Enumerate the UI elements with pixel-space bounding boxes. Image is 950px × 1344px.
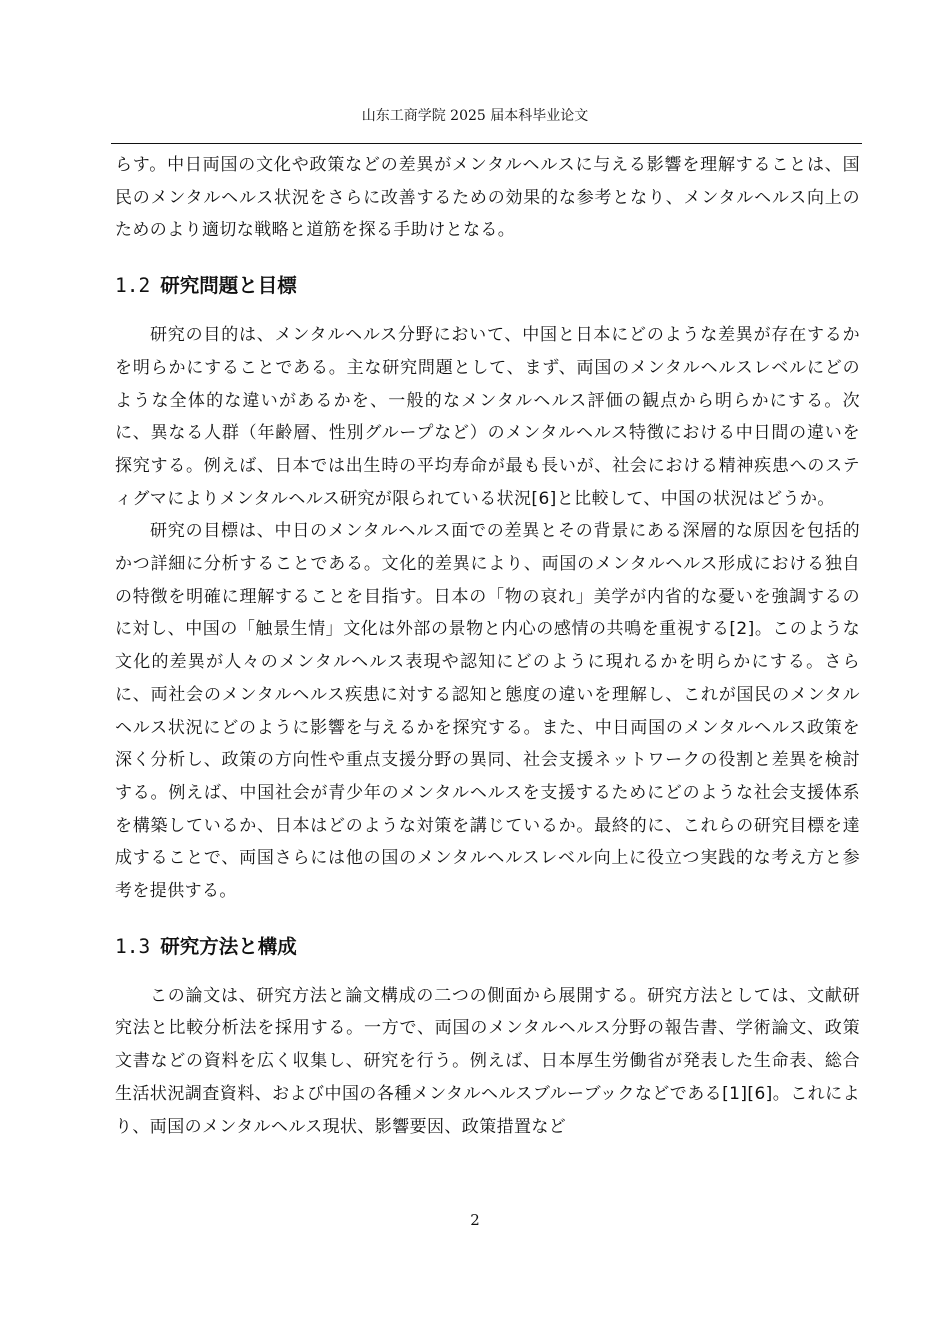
intro-paragraph: らす。中日両国の文化や政策などの差異がメンタルヘルスに与える影響を理解することは、国民のメンタルヘルス状況をさらに改善するための効果的な参考となり、メンタルヘルス向上のためのより適切な戦略と道筋を探る手助けとなる。 bbox=[115, 155, 860, 241]
section-title: 研究問題と目標 bbox=[160, 274, 297, 298]
page-number: 2 bbox=[470, 1211, 480, 1229]
section-heading-1-2 bbox=[115, 269, 860, 303]
body-paragraph: この論文は、研究方法と論文構成の二つの側面から展開する。研究方法としては、文献研究法と比較分析法を採用する。一方で、両国のメンタルヘルス分野の報告書、学術論文、政策文書などの資料を広く収集し、研究を行う。例えば、日本厚生労働省が発表した生命表、総合生活状況調査資料、および中国の各種メンタルヘルスブルーブックなどである[1][6]。これにより、両国のメンタルヘルス現状、影響要因、政策措置など bbox=[115, 985, 860, 1137]
page-header: 山东工商学院 2025 届本科毕业论文 bbox=[361, 108, 589, 124]
header-divider bbox=[111, 143, 862, 144]
body-paragraph: 研究の目標は、中日のメンタルヘルス面での差異とその背景にある深層的な原因を包括的かつ詳細に分析することである。文化的差異により、両国のメンタルヘルス形成における独自の特徴を明確に理解することを目指す。日本の「物の哀れ」美学が内省的な憂いを強調するのに対し、中国の「触景生情」文化は外部の景物と内心の感情の共鳴を重視する[2]。このような文化的差異が人々のメンタルヘルス表現や認知にどのように現れるかを明らかにする。さらに、両社会のメンタルヘルス疾患に対する認知と態度の違いを理解し、これが国民のメンタルヘルス状況にどのように影響を与えるかを探究する。また、中日両国のメンタルヘルス政策を深く分析し、政策の方向性や重点支援分野の異同、社会支援ネットワークの役割と差異を検討する。例えば、中国社会が青少年のメンタルヘルスを支援するためにどのような社会支援体系を構築しているか、日本はどのような対策を講じているか。最終的に、これらの研究目標を達成することで、両国さらには他の国のメンタルヘルスレベル向上に役立つ実践的な考え方と参考を提供する。 bbox=[115, 521, 860, 902]
section-number: 1.2 bbox=[115, 274, 151, 298]
main-content bbox=[115, 149, 860, 1143]
section-heading-1-3 bbox=[115, 930, 860, 964]
section-title: 研究方法と構成 bbox=[160, 934, 297, 958]
body-paragraph: 研究の目的は、メンタルヘルス分野において、中国と日本にどのような差異が存在するかを明らかにすることである。主な研究問題として、まず、両国のメンタルヘルスレベルにどのような全体的な違いがあるかを、一般的なメンタルヘルス評価の観点から明らかにする。次に、異なる人群（年齢層、性別グループなど）のメンタルヘルス特徴における中日間の違いを探究する。例えば、日本では出生時の平均寿命が最も長いが、社会における精神疾患へのスティグマによりメンタルヘルス研究が限られている状況[6]と比較して、中国の状況はどうか。 bbox=[115, 325, 860, 509]
section-number: 1.3 bbox=[115, 934, 151, 958]
